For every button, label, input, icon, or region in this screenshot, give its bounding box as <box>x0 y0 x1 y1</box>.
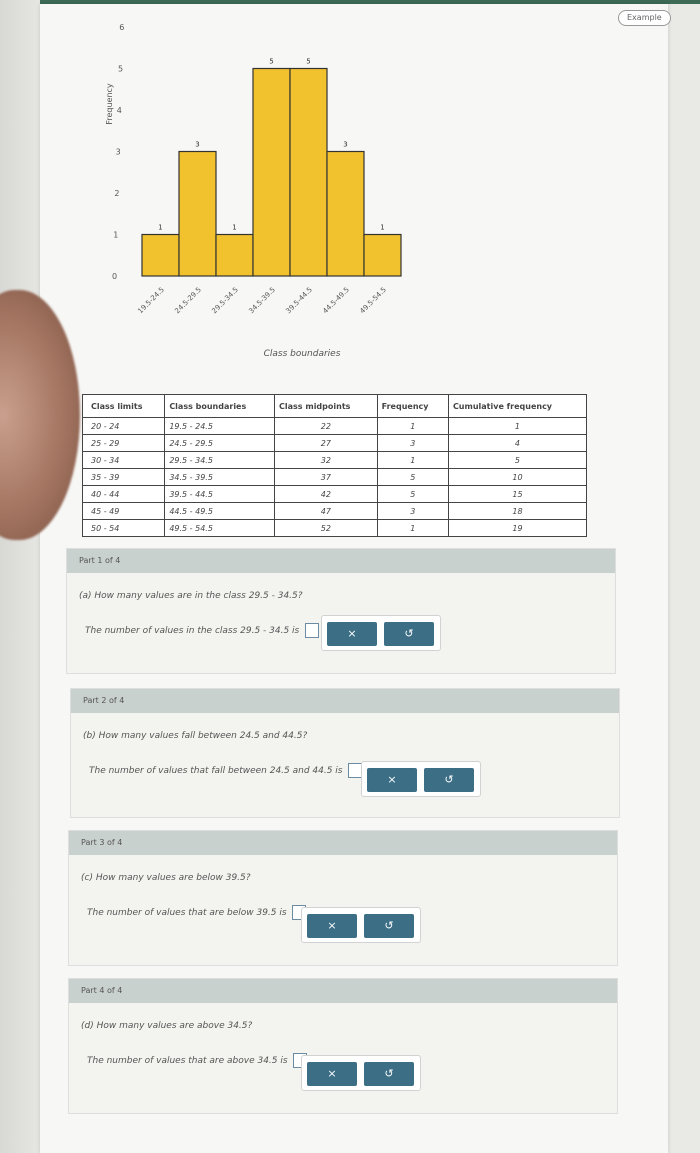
header-class-boundaries: Class boundaries <box>165 395 275 418</box>
cell-frequency: 5 <box>377 486 448 503</box>
cell-cumulative: 18 <box>448 503 586 520</box>
x-tick-label: 49.5-54.5 <box>358 285 388 316</box>
cell-cumulative: 10 <box>448 469 586 486</box>
part-3-button-group <box>301 907 421 943</box>
cell-midpoint: 42 <box>275 486 378 503</box>
cell-frequency: 1 <box>377 452 448 469</box>
bar-value-label: 1 <box>158 223 163 232</box>
part-2-button-group <box>361 761 481 797</box>
cell-cumulative: 1 <box>448 418 586 435</box>
cell-midpoint: 32 <box>275 452 378 469</box>
histogram-bar <box>364 235 401 277</box>
y-tick-label: 4 <box>116 106 122 115</box>
part-1-panel <box>66 548 616 674</box>
table-row <box>83 452 587 469</box>
histogram-bar <box>253 69 290 277</box>
part-4-clear-button[interactable]: × <box>307 1062 357 1086</box>
table-header-row <box>83 395 587 418</box>
header-class-midpoints: Class midpoints <box>275 395 378 418</box>
part-2-clear-button[interactable]: × <box>367 768 417 792</box>
x-tick-label: 29.5-34.5 <box>210 285 240 316</box>
table-row <box>83 418 587 435</box>
histogram-chart <box>80 4 460 364</box>
part-3-clear-button[interactable]: × <box>307 914 357 938</box>
bar-value-label: 1 <box>232 223 237 232</box>
part-1-answer-input[interactable] <box>305 623 319 638</box>
bar-value-label: 5 <box>269 57 274 66</box>
y-tick-label: 6 <box>119 23 125 32</box>
y-tick-label: 3 <box>115 147 121 157</box>
part-2-heading: Part 2 of 4 <box>71 689 619 713</box>
cell-frequency: 5 <box>377 469 448 486</box>
table-row <box>83 520 587 537</box>
cell-cumulative: 19 <box>448 520 586 537</box>
cell-midpoint: 37 <box>275 469 378 486</box>
cell-class-boundaries: 29.5 - 34.5 <box>165 452 275 469</box>
bar-value-label: 1 <box>380 223 385 232</box>
table-row <box>83 486 587 503</box>
x-tick-label: 19.5-24.5 <box>136 285 166 316</box>
header-class-limits: Class limits <box>83 395 165 418</box>
part-1-question: (a) How many values are in the class 29.5 - 34.5? <box>79 591 303 601</box>
cell-class-limits: 25 - 29 <box>83 435 165 452</box>
bar-value-label: 5 <box>306 57 311 66</box>
cell-frequency: 3 <box>377 435 448 452</box>
cell-frequency: 3 <box>377 503 448 520</box>
header-cumulative-frequency: Cumulative frequency <box>448 395 586 418</box>
cell-class-boundaries: 44.5 - 49.5 <box>165 503 275 520</box>
x-tick-label: 24.5-29.5 <box>173 285 203 316</box>
part-1-clear-button[interactable]: × <box>327 622 377 646</box>
part-3-heading: Part 3 of 4 <box>69 831 617 855</box>
cell-cumulative: 15 <box>448 486 586 503</box>
part-2-panel <box>70 688 620 818</box>
frequency-table <box>82 394 587 537</box>
part-3-answer-line <box>87 905 306 920</box>
part-3-panel <box>68 830 618 966</box>
part-1-answer-text: The number of values in the class 29.5 - 34.5 is <box>85 626 300 636</box>
cell-midpoint: 27 <box>275 435 378 452</box>
worksheet-page <box>40 4 668 1153</box>
table-row <box>83 469 587 486</box>
part-2-undo-button[interactable]: ↺ <box>424 768 474 792</box>
part-2-answer-line <box>89 763 362 778</box>
cell-class-boundaries: 34.5 - 39.5 <box>165 469 275 486</box>
cell-class-limits: 40 - 44 <box>83 486 165 503</box>
cell-class-boundaries: 49.5 - 54.5 <box>165 520 275 537</box>
x-tick-label: 39.5-44.5 <box>284 285 314 316</box>
x-axis-label: Class boundaries <box>263 349 341 359</box>
part-4-undo-button[interactable]: ↺ <box>364 1062 414 1086</box>
cell-class-limits: 50 - 54 <box>83 520 165 537</box>
cell-class-limits: 30 - 34 <box>83 452 165 469</box>
part-1-answer-line <box>85 623 319 638</box>
cell-class-boundaries: 19.5 - 24.5 <box>165 418 275 435</box>
y-axis-label: Frequency <box>105 83 114 125</box>
y-tick-label: 2 <box>114 189 120 198</box>
x-tick-label: 34.5-39.5 <box>247 285 277 316</box>
cell-cumulative: 5 <box>448 452 586 469</box>
histogram-bar <box>179 152 216 277</box>
table-row <box>83 435 587 452</box>
cell-frequency: 1 <box>377 520 448 537</box>
y-tick-label: 1 <box>113 230 119 240</box>
cell-class-limits: 20 - 24 <box>83 418 165 435</box>
part-4-answer-line <box>87 1053 307 1068</box>
histogram-bar <box>290 69 327 277</box>
histogram-bar <box>216 235 253 277</box>
cell-cumulative: 4 <box>448 435 586 452</box>
left-background <box>0 0 40 1153</box>
cell-midpoint: 47 <box>275 503 378 520</box>
cell-midpoint: 22 <box>275 418 378 435</box>
help-button[interactable]: Example <box>618 10 671 26</box>
cell-class-limits: 35 - 39 <box>83 469 165 486</box>
part-4-heading: Part 4 of 4 <box>69 979 617 1003</box>
part-4-button-group <box>301 1055 421 1091</box>
part-1-heading: Part 1 of 4 <box>67 549 615 573</box>
part-4-panel <box>68 978 618 1114</box>
part-4-answer-text: The number of values that are above 34.5 is <box>87 1056 288 1066</box>
cell-midpoint: 52 <box>275 520 378 537</box>
cell-frequency: 1 <box>377 418 448 435</box>
part-2-answer-text: The number of values that fall between 24.5 and 44.5 is <box>89 766 343 776</box>
part-2-question: (b) How many values fall between 24.5 and 44.5? <box>83 731 308 741</box>
cell-class-boundaries: 39.5 - 44.5 <box>165 486 275 503</box>
part-1-button-group <box>321 615 441 651</box>
bar-value-label: 3 <box>195 140 200 149</box>
part-3-answer-text: The number of values that are below 39.5 is <box>87 908 287 918</box>
cell-class-limits: 45 - 49 <box>83 503 165 520</box>
y-tick-label: 5 <box>118 64 124 74</box>
histogram-bar <box>142 235 179 277</box>
part-3-undo-button[interactable]: ↺ <box>364 914 414 938</box>
cell-class-boundaries: 24.5 - 29.5 <box>165 435 275 452</box>
part-4-question: (d) How many values are above 34.5? <box>81 1021 253 1031</box>
histogram-bar <box>327 152 364 277</box>
table-row <box>83 503 587 520</box>
bar-value-label: 3 <box>343 140 348 149</box>
x-tick-label: 44.5-49.5 <box>321 285 351 316</box>
y-tick-label: 0 <box>112 272 118 281</box>
header-frequency: Frequency <box>377 395 448 418</box>
part-3-question: (c) How many values are below 39.5? <box>81 873 251 883</box>
part-1-undo-button[interactable]: ↺ <box>384 622 434 646</box>
